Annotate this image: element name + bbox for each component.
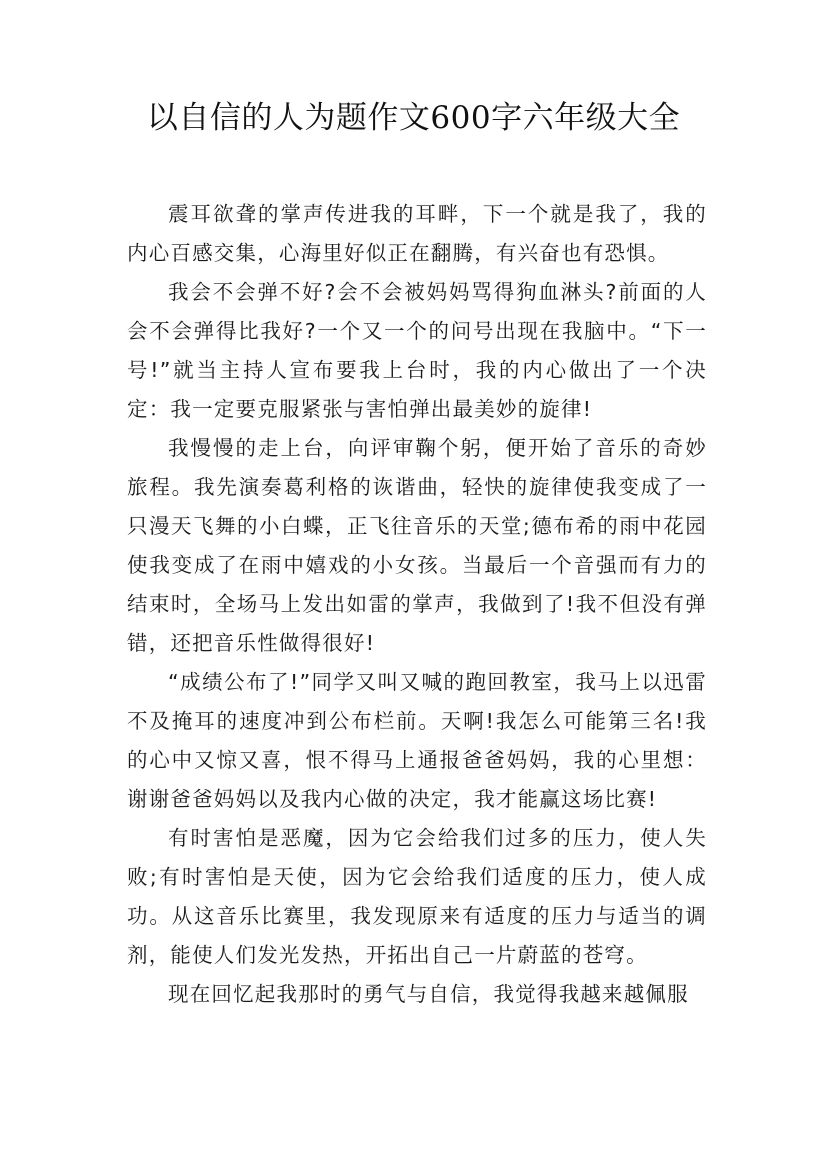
- document-title: 以自信的人为题作文600字六年级大全: [146, 100, 681, 136]
- paragraph: 我慢慢的走上台，向评审鞠个躬，便开始了音乐的奇妙旅程。我先演奏葛利格的诙谐曲，轻快的旋律使我变成了一只漫天飞舞的小白蝶，正飞往音乐的天堂;德布希的雨中花园使我变成了在雨中嬉戏的小女孩。当最后一个音强而有力的结束时，全场马上发出如雷的掌声，我做到了!我不但没有弹错，还把音乐性做得很好!: [127, 436, 707, 655]
- document-body: [127, 195, 707, 1014]
- paragraph: 现在回忆起我那时的勇气与自信，我觉得我越来越佩服: [168, 982, 689, 1006]
- paragraph: 我会不会弹不好?会不会被妈妈骂得狗血淋头?前面的人会不会弹得比我好?一个又一个的问号出现在我脑中。“下一号!”就当主持人宣布要我上台时，我的内心做出了一个决定：我一定要克服紧张与害怕弹出最美妙的旋律!: [127, 280, 707, 421]
- paragraph: “成绩公布了!”同学又叫又喊的跑回教室，我马上以迅雷不及掩耳的速度冲到公布栏前。天啊!我怎么可能第三名!我的心中又惊又喜，恨不得马上通报爸爸妈妈，我的心里想：谢谢爸爸妈妈以及我内心做的决定，我才能赢这场比赛!: [127, 670, 707, 811]
- paragraph: 有时害怕是恶魔，因为它会给我们过多的压力，使人失败;有时害怕是天使，因为它会给我们适度的压力，使人成功。从这音乐比赛里，我发现原来有适度的压力与适当的调剂，能使人们发光发热，开拓出自己一片蔚蓝的苍穹。: [127, 826, 707, 967]
- paragraph: 震耳欲聋的掌声传进我的耳畔，下一个就是我了，我的内心百感交集，心海里好似正在翻腾，有兴奋也有恐惧。: [127, 202, 707, 265]
